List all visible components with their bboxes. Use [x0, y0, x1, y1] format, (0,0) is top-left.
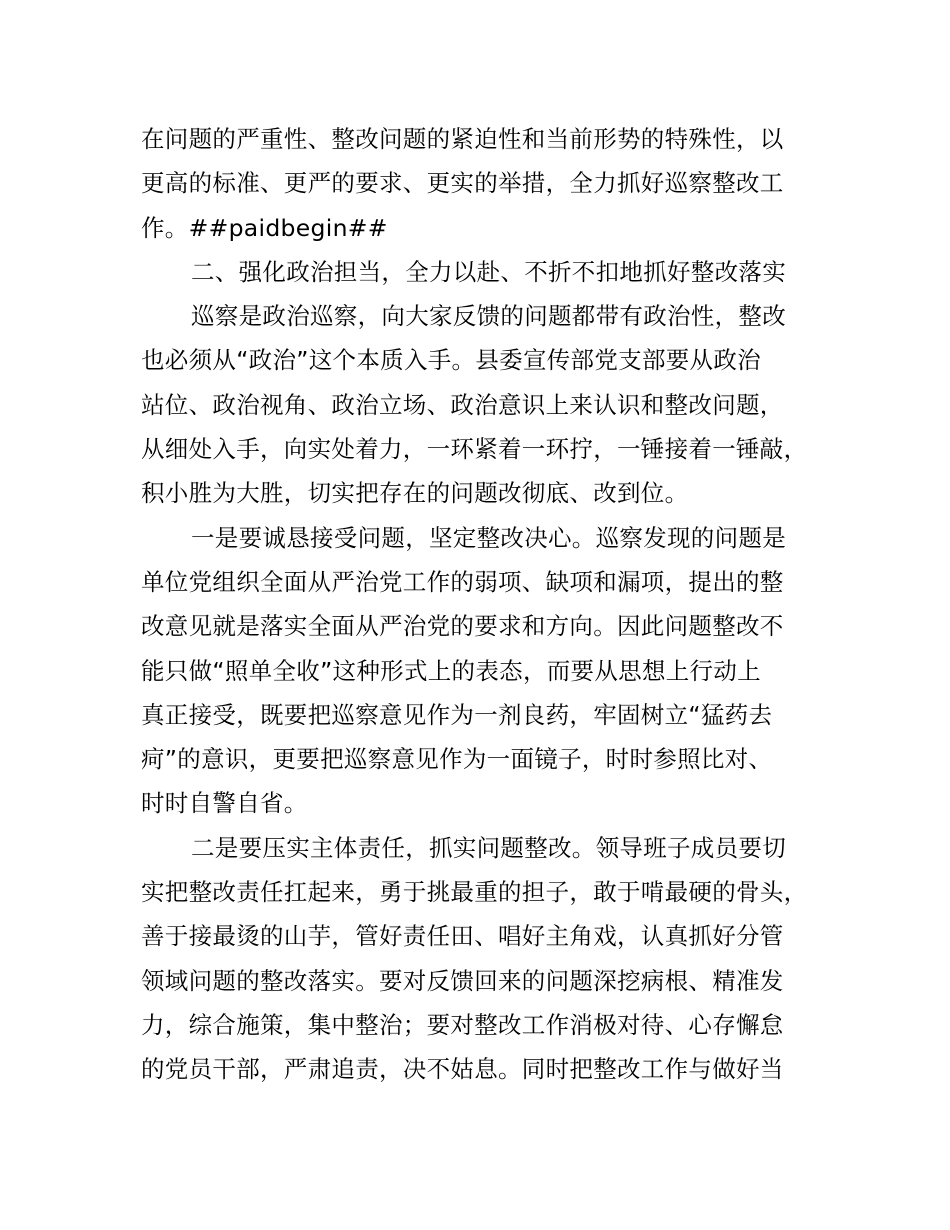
text-line: 也必须从“政治”这个本质入手。县委宣传部党支部要从政治	[141, 346, 761, 375]
text-line: 能只做“照单全收”这种形式上的表态，而要从思想上行动上	[141, 656, 761, 685]
text-line: 善于接最烫的山芋，管好责任田、唱好主角戏，认真抓好分管	[141, 922, 784, 951]
section-heading: 二、强化政治担当，全力以赴、不折不扣地抓好整改落实	[191, 257, 786, 286]
text-line: 一是要诚恳接受问题，坚定整改决心。巡察发现的问题是	[191, 523, 786, 552]
document-body	[141, 117, 841, 1092]
text-line: 在问题的严重性、整改问题的紧迫性和当前形势的特殊性，以	[141, 125, 784, 153]
text-line: 的党员干部，严肃追责，决不姑息。同时把整改工作与做好当	[141, 1055, 784, 1084]
text-line: 真正接受，既要把巡察意见作为一剂良药，牢固树立“猛药去	[141, 700, 773, 729]
text-line: 二是要压实主体责任，抓实问题整改。领导班子成员要切	[191, 833, 786, 862]
text-line: 单位党组织全面从严治党工作的弱项、缺项和漏项，提出的整	[141, 567, 784, 596]
text-line: 改意见就是落实全面从严治党的要求和方向。因此问题整改不	[141, 612, 784, 641]
text-line: 力，综合施策，集中整治；要对整改工作消极对待、心存懈怠	[141, 1010, 784, 1039]
text-line: 实把整改责任扛起来，勇于挑最重的担子，敢于啃最硬的骨头，	[141, 878, 808, 907]
text-line: 时时自警自省。	[141, 789, 308, 818]
text-line: 从细处入手，向实处着力，一环紧着一环拧，一锤接着一锤敲，	[141, 435, 808, 464]
text-line: 积小胜为大胜，切实把存在的问题改彻底、改到位。	[141, 479, 689, 508]
text-line: 巡察是政治巡察，向大家反馈的问题都带有政治性，整改	[191, 302, 786, 331]
text-line: 更高的标准、更严的要求、更实的举措，全力抓好巡察整改工	[141, 169, 784, 198]
text-line: 疴”的意识，更要把巡察意见作为一面镜子，时时参照比对、	[141, 745, 773, 774]
text-line: 领域问题的整改落实。要对反馈回来的问题深挖病根、精准发	[141, 966, 784, 995]
text-line: 作。##paidbegin##	[141, 213, 388, 242]
text-line: 站位、政治视角、政治立场、政治意识上来认识和整改问题，	[141, 390, 784, 419]
